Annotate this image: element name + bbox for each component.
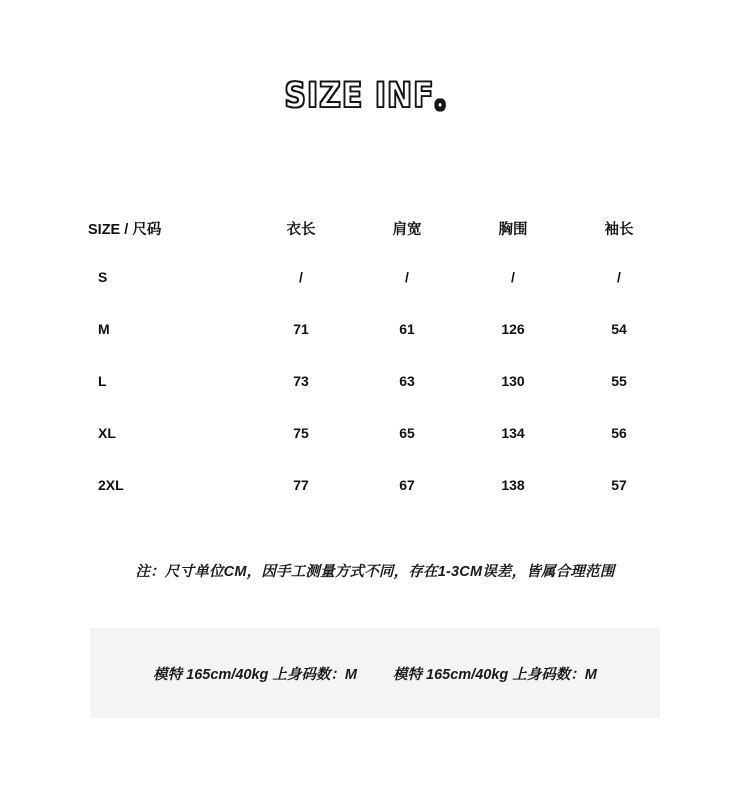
cell-shoulder: 67 [399,477,415,493]
cell-sleeve: 56 [611,425,627,441]
table-row [78,355,672,407]
cell-size: 2XL [98,477,124,493]
cell-size: L [98,373,107,389]
table-header-row [78,205,672,251]
header-length: 衣长 [286,221,316,238]
header-bust: 胸围 [498,221,528,238]
cell-bust: / [511,269,515,285]
cell-bust: 126 [501,321,525,337]
cell-size: XL [98,425,116,441]
cell-bust: 130 [501,373,525,389]
table-row [78,407,672,459]
cell-size: M [98,321,110,337]
cell-shoulder: 65 [399,425,415,441]
cell-length: 75 [293,425,309,441]
table-row [78,459,672,511]
table-row [78,251,672,303]
cell-length: 77 [293,477,309,493]
table-row [78,303,672,355]
cell-shoulder: 63 [399,373,415,389]
cell-bust: 134 [501,425,525,441]
model-info-left: 模特 165cm/40kg 上身码数：M [153,666,357,683]
header-size: SIZE / 尺码 [88,221,162,238]
cell-size: S [98,269,108,285]
size-table [78,205,672,511]
cell-sleeve: 54 [611,321,627,337]
cell-length: / [299,269,303,285]
cell-sleeve: / [617,269,621,285]
header-shoulder: 肩宽 [392,221,422,238]
page-title-container [0,70,750,117]
cell-length: 71 [293,321,309,337]
cell-shoulder: 61 [399,321,415,337]
model-info-right: 模特 165cm/40kg 上身码数：M [393,666,597,683]
cell-shoulder: / [405,269,409,285]
cell-sleeve: 57 [611,477,627,493]
cell-bust: 138 [501,477,525,493]
page-title: SIZE INF。 [284,75,466,117]
cell-sleeve: 55 [611,373,627,389]
model-info-band [90,628,660,718]
header-sleeve: 袖长 [604,221,634,238]
cell-length: 73 [293,373,309,389]
measurement-note: 注：尺寸单位CM，因手工测量方式不同，存在1-3CM误差，皆属合理范围 [135,564,615,580]
